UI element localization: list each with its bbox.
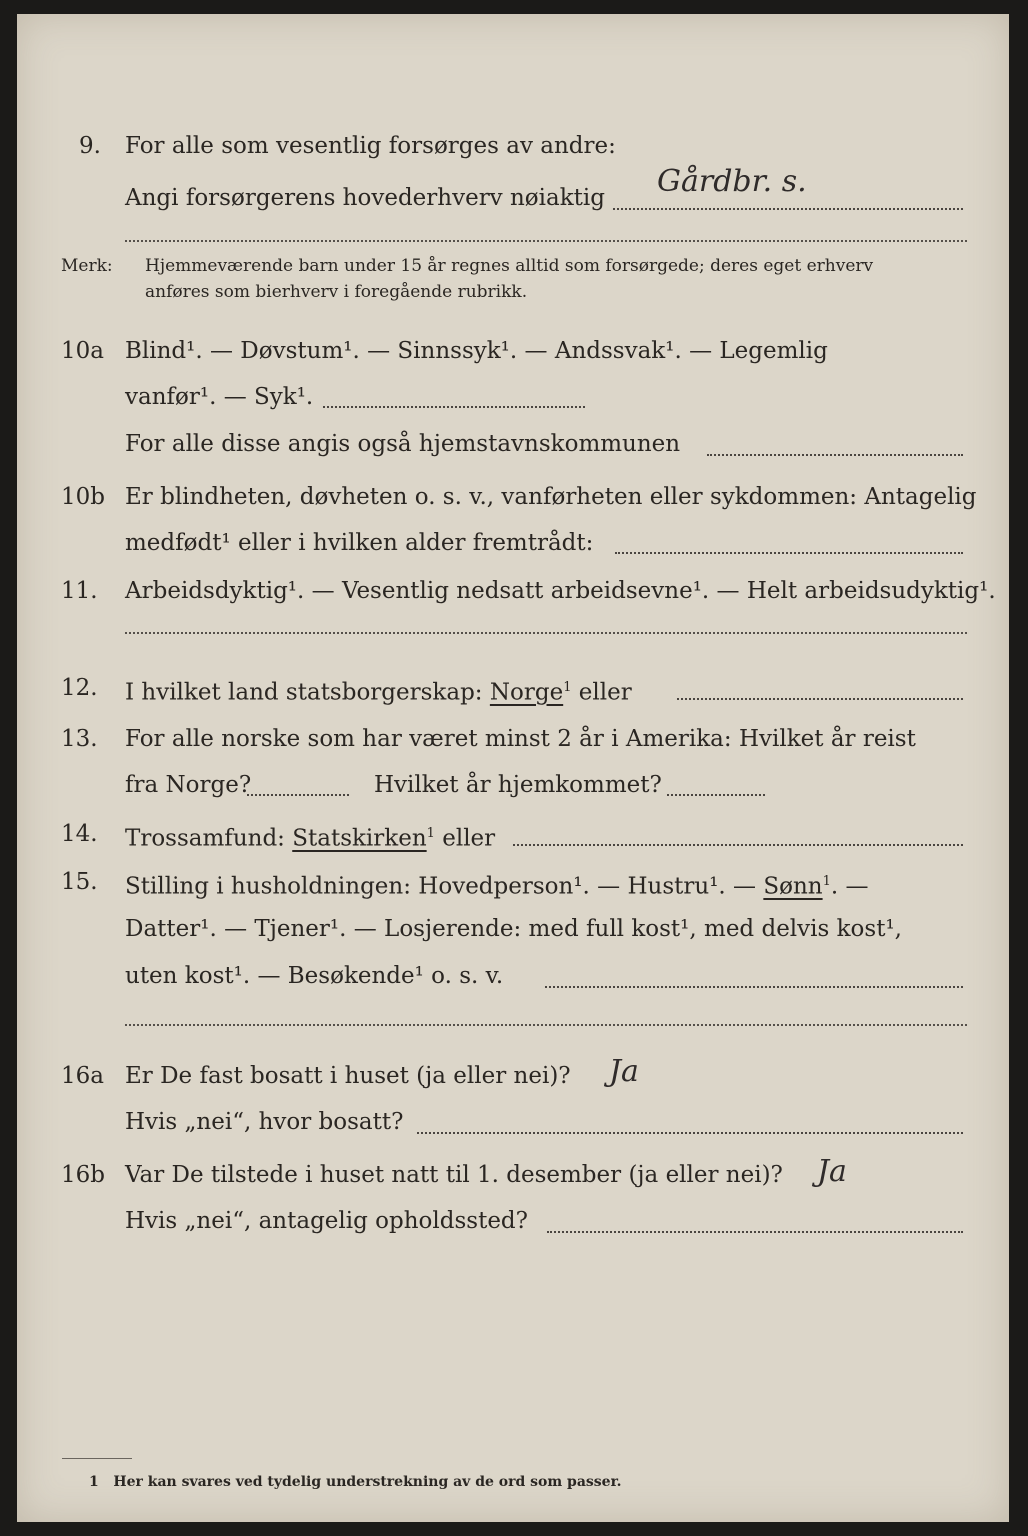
item-number-16b: 16b — [61, 1162, 105, 1188]
q14-suffix: eller — [442, 825, 496, 852]
q14-prefix: Trossamfund: — [125, 825, 285, 852]
q16a-answer-line — [417, 1132, 963, 1134]
q10a-answer-line — [323, 406, 585, 408]
q15-answer-line — [545, 986, 963, 988]
q10a-line3: For alle disse angis også hjemstavnskommunen — [125, 431, 681, 457]
q12-selected-option: Norge — [489, 679, 564, 706]
note-line1: Hjemmeværende barn under 15 år regnes alltid som forsørgede; deres eget erhverv — [145, 256, 874, 276]
footnote-rule — [62, 1458, 132, 1459]
q15-line1-suffix: . — — [830, 873, 869, 900]
q10a-line1: Blind¹. — Døvstum¹. — Sinnssyk¹. — Andssvak¹. — Legemlig — [125, 338, 828, 364]
separator-line-2 — [125, 1024, 967, 1026]
q10a-municipality-line — [707, 454, 963, 456]
q15-selected-option: Sønn — [763, 873, 823, 900]
q14-footnote-mark: 1 — [426, 826, 435, 841]
item-number-10a: 10a — [61, 338, 104, 364]
item-number-13: 13. — [61, 726, 98, 752]
footnote-text: Her kan svares ved tydelig understrekning av de ord som passer. — [113, 1474, 622, 1490]
q15-line3: uten kost¹. — Besøkende¹ o. s. v. — [125, 963, 504, 989]
separator-line — [125, 240, 967, 242]
footnote — [89, 1474, 622, 1490]
q11-line1: Arbeidsdyktig¹. — Vesentlig nedsatt arbeidsevne¹. — Helt arbeidsudyktig¹. — [125, 578, 996, 604]
q16a-line1: Er De fast bosatt i huset (ja eller nei)? — [125, 1063, 571, 1089]
footnote-mark: 1 — [89, 1474, 99, 1490]
q10a-line2: vanfør¹. — Syk¹. — [125, 384, 314, 410]
item-number-9: 9. — [79, 133, 101, 159]
q16a-handwritten-answer: Ja — [609, 1054, 639, 1089]
q9-line1: For alle som vesentlig forsørges av andre: — [125, 133, 616, 159]
q9-handwritten-answer: Gårdbr. s. — [657, 164, 807, 199]
form-page — [17, 14, 1009, 1522]
q15-footnote-mark: 1 — [822, 874, 831, 889]
note-label: Merk: — [61, 256, 113, 276]
q13-year-returned-line — [667, 794, 765, 796]
item-number-15: 15. — [61, 869, 98, 895]
note-line2: anføres som bierhverv i foregående rubrikk. — [145, 282, 528, 302]
q15-line1 — [125, 868, 869, 901]
q12-answer-line — [677, 698, 963, 700]
q12-suffix: eller — [578, 679, 632, 706]
q16b-line2: Hvis „nei“, antagelig opholdssted? — [125, 1208, 528, 1234]
q15-line1-prefix: Stilling i husholdningen: Hovedperson¹. — Hustru¹. — — [125, 873, 757, 900]
q16b-line1: Var De tilstede i huset natt til 1. desember (ja eller nei)? — [125, 1162, 783, 1188]
q14-answer-line — [513, 844, 963, 846]
q9-line2: Angi forsørgerens hovederhverv nøiaktig — [125, 185, 605, 211]
q10b-answer-line — [615, 552, 963, 554]
q16b-handwritten-answer: Ja — [817, 1154, 847, 1189]
q15-line2: Datter¹. — Tjener¹. — Losjerende: med full kost¹, med delvis kost¹, — [125, 916, 902, 942]
q14-selected-option: Statskirken — [292, 825, 427, 852]
q13-line2a: fra Norge? — [125, 772, 252, 798]
q12-footnote-mark: 1 — [563, 680, 572, 695]
q14-line1 — [125, 820, 495, 853]
item-number-16a: 16a — [61, 1063, 104, 1089]
q13-year-left-line — [247, 794, 349, 796]
q13-line1: For alle norske som har været minst 2 år i Amerika: Hvilket år reist — [125, 726, 916, 752]
q11-answer-line — [125, 632, 967, 634]
q16b-answer-line — [547, 1231, 963, 1233]
q10b-line2: medfødt¹ eller i hvilken alder fremtrådt: — [125, 530, 594, 556]
q12-prefix: I hvilket land statsborgerskap: — [125, 679, 483, 706]
q12-line1 — [125, 674, 632, 707]
q13-line2b: Hvilket år hjemkommet? — [374, 772, 662, 798]
item-number-12: 12. — [61, 675, 98, 701]
item-number-10b: 10b — [61, 484, 105, 510]
q10b-line1: Er blindheten, døvheten o. s. v., vanførheten eller sykdommen: Antagelig — [125, 484, 977, 510]
item-number-14: 14. — [61, 821, 98, 847]
q16a-line2: Hvis „nei“, hvor bosatt? — [125, 1109, 404, 1135]
q9-answer-line — [613, 208, 963, 210]
item-number-11: 11. — [61, 578, 98, 604]
